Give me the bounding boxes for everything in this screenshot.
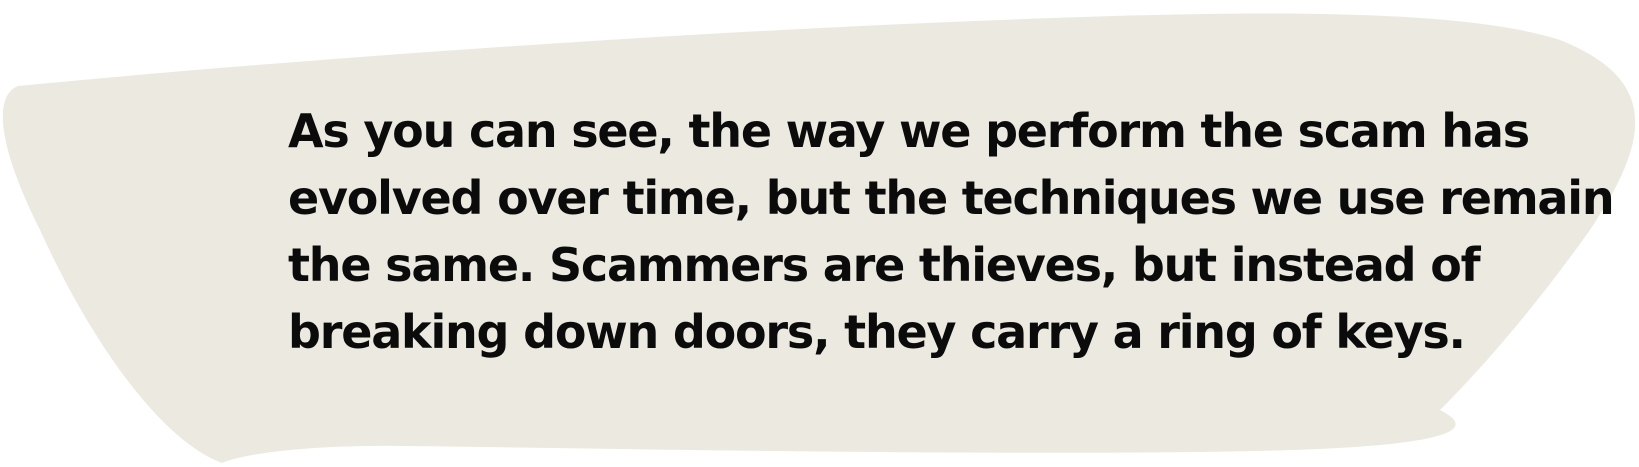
quote-line-3: the same. Scammers are thieves, but instead of xyxy=(288,238,1480,292)
quote-line-2: evolved over time, but the techniques we use remain xyxy=(288,171,1614,225)
quote-line-1: As you can see, the way we perform the scam has xyxy=(288,104,1529,158)
quote-line-4: breaking down doors, they carry a ring of keys. xyxy=(288,305,1465,359)
callout-quote-text xyxy=(288,98,1614,366)
